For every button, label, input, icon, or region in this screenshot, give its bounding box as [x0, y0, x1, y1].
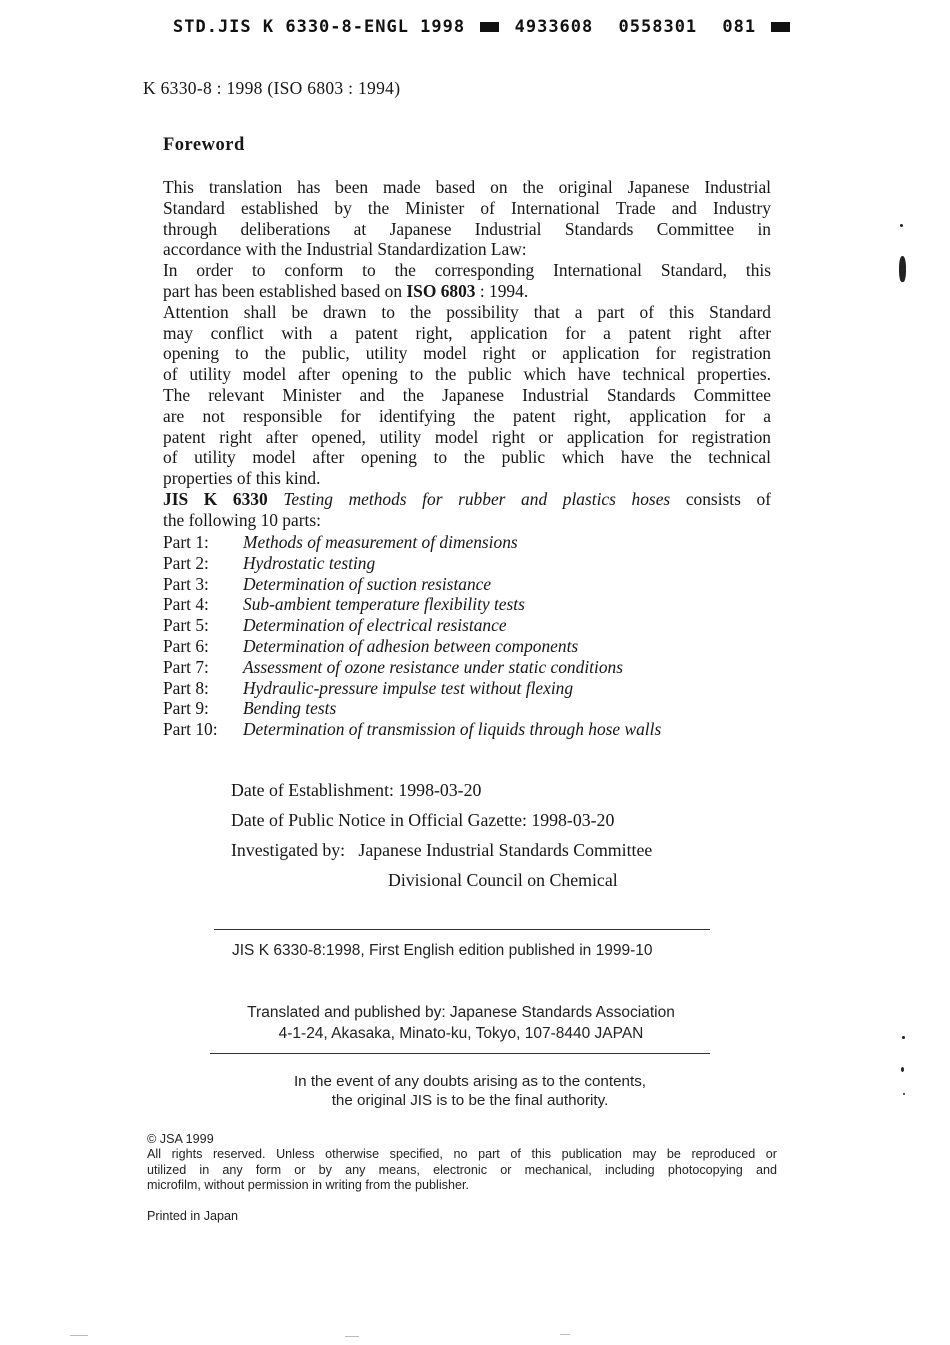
part-number: Part 3:: [163, 573, 209, 594]
list-item: [163, 636, 661, 657]
investigated-label: Investigated by:: [231, 840, 346, 860]
scan-speck: [903, 1093, 905, 1095]
foreword-body: [163, 177, 771, 531]
text-line: of utility model after opening to the public which have technical properties.: [163, 364, 771, 385]
rights-line: microfilm, without permission in writing from the publisher.: [147, 1178, 469, 1193]
part-number: Part 4:: [163, 594, 209, 615]
scan-speck: [900, 224, 903, 227]
divider: [214, 929, 710, 930]
text-line: [163, 281, 771, 302]
list-item: [163, 553, 661, 574]
part-number: Part 6:: [163, 635, 209, 656]
part-title: Determination of electrical resistance: [243, 615, 507, 636]
series-title: Testing methods for rubber and plastics hoses: [283, 488, 671, 509]
scan-header: [173, 17, 794, 37]
list-item: [163, 574, 661, 595]
investigated-by-committee: Japanese Industrial Standards Committee: [358, 840, 653, 860]
text-line: are not responsible for identifying the patent right, application for a: [163, 405, 771, 426]
scan-speck: [901, 1067, 904, 1072]
part-number: Part 10:: [163, 719, 218, 740]
text-fragment: part has been established based on: [163, 280, 407, 301]
text-line: Standard established by the Minister of International Trade and Industry: [163, 197, 771, 218]
series-code: JIS K 6330: [163, 488, 268, 509]
divider: [210, 1053, 710, 1054]
date-of-public-notice: Date of Public Notice in Official Gazette: 1998-03-20: [231, 810, 615, 830]
part-number: Part 7:: [163, 656, 209, 677]
text-fragment: consists of: [670, 488, 772, 509]
std-code: STD.JIS K 6330-8-ENGL 1998: [173, 17, 466, 37]
scan-speck: [70, 1335, 88, 1336]
part-title: Assessment of ozone resistance under static conditions: [243, 656, 623, 677]
part-title: Hydrostatic testing: [243, 552, 376, 573]
part-number: Part 9:: [163, 698, 209, 719]
text-line: properties of this kind.: [163, 468, 321, 489]
code-1: 4933608: [514, 17, 594, 37]
rights-line: utilized in any form or by any means, electronic or mechanical, including photocopying and: [147, 1162, 777, 1177]
list-item: [163, 615, 661, 636]
text-line: This translation has been made based on the original Japanese Industrial: [163, 177, 771, 197]
part-title: Determination of transmission of liquids through hose walls: [243, 719, 662, 740]
edition-note: JIS K 6330-8:1998, First English edition published in 1999-10: [232, 942, 653, 959]
parts-list: [163, 532, 661, 740]
scan-speck: [902, 1036, 905, 1039]
copyright-block: [147, 1132, 777, 1194]
list-item: [163, 719, 661, 740]
part-title: Methods of measurement of dimensions: [243, 532, 518, 552]
publisher-info: [228, 1002, 694, 1044]
part-title: Determination of suction resistance: [243, 573, 492, 594]
scan-speck: [345, 1336, 359, 1337]
text-line: [163, 489, 771, 510]
text-line: the following 10 parts:: [163, 509, 321, 530]
iso-reference: ISO 6803: [406, 280, 476, 301]
authority-note: [230, 1072, 710, 1110]
text-line: opening to the public, utility model right or application for registration: [163, 343, 771, 364]
part-title: Bending tests: [243, 698, 337, 719]
part-title: Determination of adhesion between components: [243, 635, 579, 656]
part-number: Part 8:: [163, 677, 209, 698]
investigated-by-council: Divisional Council on Chemical: [388, 870, 618, 890]
copyright-notice: © JSA 1999: [147, 1132, 214, 1146]
scan-speck: [560, 1334, 570, 1335]
establishment-info: [231, 779, 652, 899]
black-bar-icon: [480, 22, 499, 32]
part-title: Sub-ambient temperature flexibility tests: [243, 594, 525, 615]
foreword-title: Foreword: [163, 135, 245, 155]
text-line: In order to conform to the corresponding International Standard, this: [163, 260, 771, 281]
text-line: Attention shall be drawn to the possibility that a part of this Standard: [163, 301, 771, 322]
publisher-address: 4-1-24, Akasaka, Minato-ku, Tokyo, 107-8440 JAPAN: [278, 1025, 644, 1042]
rights-line: All rights reserved. Unless otherwise specified, no part of this publication may be reproduced or: [147, 1147, 777, 1162]
text-line: through deliberations at Japanese Industrial Standards Committee in: [163, 218, 771, 239]
date-of-establishment: Date of Establishment: 1998-03-20: [231, 780, 482, 800]
text-line: patent right after opened, utility model right or application for registration: [163, 426, 771, 447]
list-item: [163, 594, 661, 615]
investigated-by-row: [231, 839, 652, 869]
part-title: Hydraulic-pressure impulse test without flexing: [243, 677, 574, 698]
code-3: 081: [722, 17, 757, 37]
black-bar-icon: [771, 22, 790, 32]
part-number: Part 5:: [163, 615, 209, 636]
text-line: accordance with the Industrial Standardization Law:: [163, 239, 527, 260]
list-item: [163, 698, 661, 719]
text-line: The relevant Minister and the Japanese Industrial Standards Committee: [163, 384, 771, 405]
list-item: [163, 657, 661, 678]
list-item: [163, 532, 661, 553]
authority-line: the original JIS is to be the final authority.: [331, 1092, 609, 1109]
text-fragment: : 1994.: [475, 280, 529, 301]
code-2: 0558301: [618, 17, 698, 37]
list-item: [163, 678, 661, 699]
part-number: Part 1:: [163, 532, 209, 552]
printed-in: Printed in Japan: [147, 1209, 239, 1223]
text-line: of utility model after opening to the public which have the technical: [163, 447, 771, 468]
document-id: K 6330-8 : 1998 (ISO 6803 : 1994): [143, 78, 401, 98]
part-number: Part 2:: [163, 552, 209, 573]
text-line: may conflict with a patent right, application for a patent right after: [163, 322, 771, 343]
scan-speck: [899, 256, 906, 282]
authority-line: In the event of any doubts arising as to the contents,: [293, 1073, 647, 1090]
publisher-line: Translated and published by: Japanese Standards Association: [247, 1004, 675, 1021]
